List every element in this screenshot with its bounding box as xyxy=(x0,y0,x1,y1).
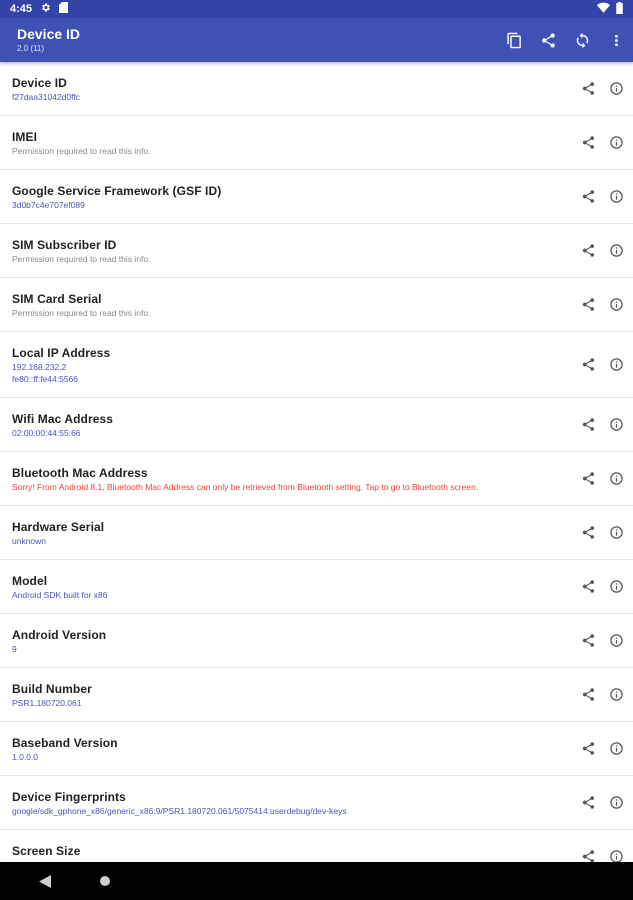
info-button[interactable] xyxy=(607,242,625,260)
row-actions xyxy=(579,506,625,559)
list-item[interactable] xyxy=(0,62,633,116)
wifi-icon xyxy=(597,2,610,16)
row-value: google/sdk_gphone_x86/generic_x86:9/PSR1.180720.061/5075414:userdebug/dev-keys xyxy=(12,806,347,816)
app-bar xyxy=(0,18,633,62)
share-button[interactable] xyxy=(579,134,597,152)
info-icon xyxy=(609,525,624,540)
info-icon xyxy=(609,135,624,150)
share-icon xyxy=(581,297,596,312)
row-value: Permission required to read this info. xyxy=(12,146,151,156)
refresh-button[interactable] xyxy=(565,23,599,57)
row-value: 02:00:00:44:55:66 xyxy=(12,428,81,438)
list-item[interactable] xyxy=(0,722,633,776)
row-value: unknown xyxy=(12,536,47,546)
refresh-icon xyxy=(574,32,591,49)
list-item[interactable] xyxy=(0,224,633,278)
row-actions xyxy=(579,224,625,277)
share-button[interactable] xyxy=(579,794,597,812)
info-button[interactable] xyxy=(607,578,625,596)
more-options-button[interactable] xyxy=(599,23,633,57)
row-value: Permission required to read this info. xyxy=(12,308,151,318)
app-title: Device ID xyxy=(17,25,81,42)
row-title: Build Number xyxy=(12,682,92,696)
row-title: Local IP Address xyxy=(12,346,111,360)
info-icon xyxy=(609,741,624,756)
row-title: Bluetooth Mac Address xyxy=(12,466,148,480)
info-icon xyxy=(609,417,624,432)
share-icon xyxy=(581,357,596,372)
share-icon xyxy=(581,579,596,594)
share-button[interactable] xyxy=(579,242,597,260)
sd-card-icon xyxy=(59,2,68,16)
back-button[interactable] xyxy=(34,870,56,892)
info-button[interactable] xyxy=(607,416,625,434)
status-bar xyxy=(0,0,633,18)
list-item[interactable] xyxy=(0,170,633,224)
gear-icon xyxy=(40,2,51,16)
app-version: 2.0 (11) xyxy=(17,43,44,53)
info-icon xyxy=(609,795,624,810)
info-icon xyxy=(609,471,624,486)
list-item[interactable] xyxy=(0,332,633,398)
share-icon xyxy=(581,189,596,204)
share-icon xyxy=(581,633,596,648)
share-all-button[interactable] xyxy=(531,23,565,57)
share-icon xyxy=(581,81,596,96)
row-actions xyxy=(579,398,625,451)
row-actions xyxy=(579,560,625,613)
share-icon xyxy=(581,135,596,150)
list-item[interactable] xyxy=(0,398,633,452)
row-title: Hardware Serial xyxy=(12,520,105,534)
info-button[interactable] xyxy=(607,740,625,758)
back-icon xyxy=(39,875,51,888)
info-button[interactable] xyxy=(607,188,625,206)
list-item[interactable] xyxy=(0,506,633,560)
row-title: Android Version xyxy=(12,628,107,642)
row-value: fe80::ff:fe44:5566 xyxy=(12,374,79,384)
info-button[interactable] xyxy=(607,296,625,314)
share-button[interactable] xyxy=(579,578,597,596)
copy-icon xyxy=(506,32,523,49)
row-value: 192.168.232.2 xyxy=(12,362,67,372)
home-button[interactable] xyxy=(94,870,116,892)
info-button[interactable] xyxy=(607,356,625,374)
status-time: 4:45 xyxy=(10,3,33,15)
list-item[interactable] xyxy=(0,452,633,506)
info-button[interactable] xyxy=(607,80,625,98)
share-icon xyxy=(581,687,596,702)
row-title: Wifi Mac Address xyxy=(12,412,114,426)
battery-icon xyxy=(616,2,623,17)
row-actions xyxy=(579,332,625,397)
info-list xyxy=(0,62,633,862)
more-vert-icon xyxy=(608,32,625,49)
row-value: 1.0.0.0 xyxy=(12,752,38,762)
info-button[interactable] xyxy=(607,686,625,704)
info-button[interactable] xyxy=(607,794,625,812)
list-item[interactable] xyxy=(0,776,633,830)
row-actions xyxy=(579,776,625,829)
share-icon xyxy=(581,417,596,432)
share-button[interactable] xyxy=(579,356,597,374)
row-value: PSR1.180720.061 xyxy=(12,698,82,708)
row-title: Baseband Version xyxy=(12,736,118,750)
info-button[interactable] xyxy=(607,134,625,152)
share-button[interactable] xyxy=(579,686,597,704)
row-title: Device ID xyxy=(12,76,67,90)
row-actions xyxy=(579,116,625,169)
info-button[interactable] xyxy=(607,470,625,488)
row-actions xyxy=(579,722,625,775)
row-value: 9 xyxy=(12,644,17,654)
home-icon xyxy=(99,875,111,887)
list-item[interactable] xyxy=(0,560,633,614)
row-value: 3d0b7c4e707ef089 xyxy=(12,200,85,210)
share-button[interactable] xyxy=(579,296,597,314)
list-item[interactable] xyxy=(0,614,633,668)
row-title: Device Fingerprints xyxy=(12,790,126,804)
share-icon xyxy=(581,741,596,756)
share-button[interactable] xyxy=(579,524,597,542)
navigation-bar xyxy=(0,862,633,900)
row-title: SIM Subscriber ID xyxy=(12,238,117,252)
info-button[interactable] xyxy=(607,524,625,542)
info-icon xyxy=(609,579,624,594)
row-title: Model xyxy=(12,574,48,588)
row-value: Permission required to read this info. xyxy=(12,254,151,264)
info-icon xyxy=(609,687,624,702)
row-actions xyxy=(579,62,625,115)
row-actions xyxy=(579,278,625,331)
share-button[interactable] xyxy=(579,740,597,758)
list-item[interactable] xyxy=(0,668,633,722)
info-icon xyxy=(609,243,624,258)
share-button[interactable] xyxy=(579,80,597,98)
share-icon xyxy=(581,471,596,486)
row-title: SIM Card Serial xyxy=(12,292,102,306)
share-button[interactable] xyxy=(579,188,597,206)
info-icon xyxy=(609,297,624,312)
copy-button[interactable] xyxy=(497,23,531,57)
row-title: Google Service Framework (GSF ID) xyxy=(12,184,222,198)
share-icon xyxy=(581,243,596,258)
row-title: IMEI xyxy=(12,130,38,144)
row-actions xyxy=(579,170,625,223)
list-item[interactable] xyxy=(0,116,633,170)
row-value: Android SDK built for x86 xyxy=(12,590,108,600)
share-icon xyxy=(581,525,596,540)
list-item[interactable] xyxy=(0,278,633,332)
info-button[interactable] xyxy=(607,632,625,650)
share-button[interactable] xyxy=(579,632,597,650)
share-button[interactable] xyxy=(579,416,597,434)
share-icon xyxy=(540,32,557,49)
info-icon xyxy=(609,189,624,204)
row-actions xyxy=(579,452,625,505)
row-title: Screen Size xyxy=(12,844,81,858)
info-icon xyxy=(609,633,624,648)
row-actions xyxy=(579,614,625,667)
row-actions xyxy=(579,668,625,721)
share-button[interactable] xyxy=(579,470,597,488)
row-value: f27daa31042d0ffc xyxy=(12,92,80,102)
info-icon xyxy=(609,357,624,372)
info-icon xyxy=(609,81,624,96)
share-icon xyxy=(581,795,596,810)
row-value: Sorry! From Android 8.1, Bluetooth Mac Address can only be retrieved from Bluetooth setting. Tap to go to Bluetooth screen. xyxy=(12,482,479,492)
